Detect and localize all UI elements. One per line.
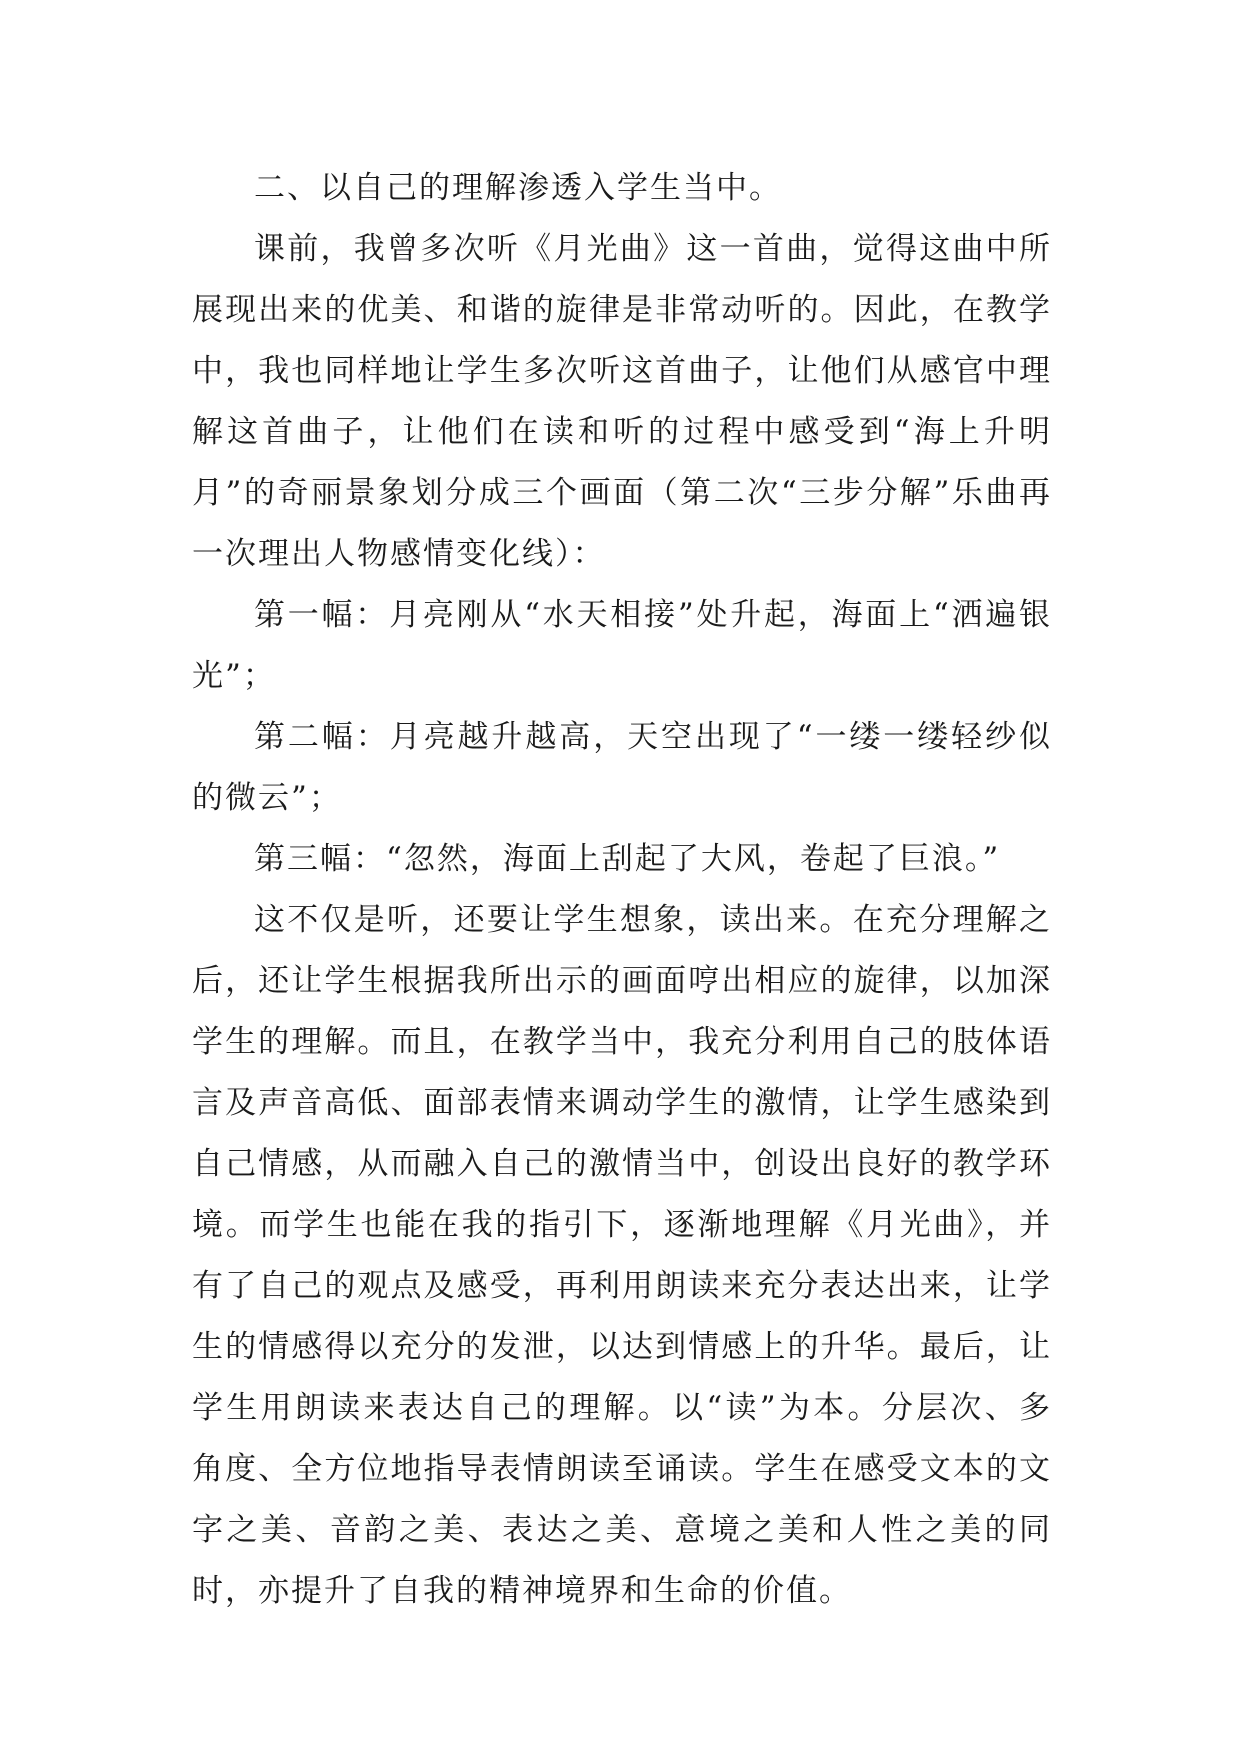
paragraph-scene-three: 第三幅：“忽然，海面上刮起了大风，卷起了巨浪。” — [254, 841, 1001, 877]
paragraph-scene-two: 第二幅：月亮越升越高，天空出现了“一缕一缕轻纱似的微云”； — [192, 719, 1052, 816]
paragraph-scene-one: 第一幅：月亮刚从“水天相接”处升起，海面上“洒遍银光”； — [192, 597, 1052, 694]
paragraph-conclusion: 这不仅是听，还要让学生想象，读出来。在充分理解之后，还让学生根据我所出示的画面哼出相应的旋律，以加深学生的理解。而且，在教学当中，我充分利用自己的肢体语言及声音高低、面部表情来调动学生的激情，让学生感染到自己情感，从而融入自己的激情当中，创设出良好的教学环境。而学生也能在我的指引下，逐渐地理解《月光曲》，并有了自己的观点及感受，再利用朗读来充分表达出来，让学生的情感得以充分的发泄，以达到情感上的升华。最后，让学生用朗读来表达自己的理解。以“读”为本。分层次、多角度、全方位地指导表情朗读至诵读。学生在感受文本的文字之美、音韵之美、表达之美、意境之美和人性之美的同时，亦提升了自我的精神境界和生命的价值。 — [192, 902, 1052, 1609]
section-heading: 二、以自己的理解渗透入学生当中。 — [254, 170, 782, 206]
paragraph-pre-class: 课前，我曾多次听《月光曲》这一首曲，觉得这曲中所展现出来的优美、和谐的旋律是非常动听的。因此，在教学中，我也同样地让学生多次听这首曲子，让他们从感官中理解这首曲子，让他们在读和听的过程中感受到“海上升明月”的奇丽景象划分成三个画面（第二次“三步分解”乐曲再一次理出人物感情变化线）： — [192, 231, 1052, 572]
document-body — [192, 158, 1052, 1622]
